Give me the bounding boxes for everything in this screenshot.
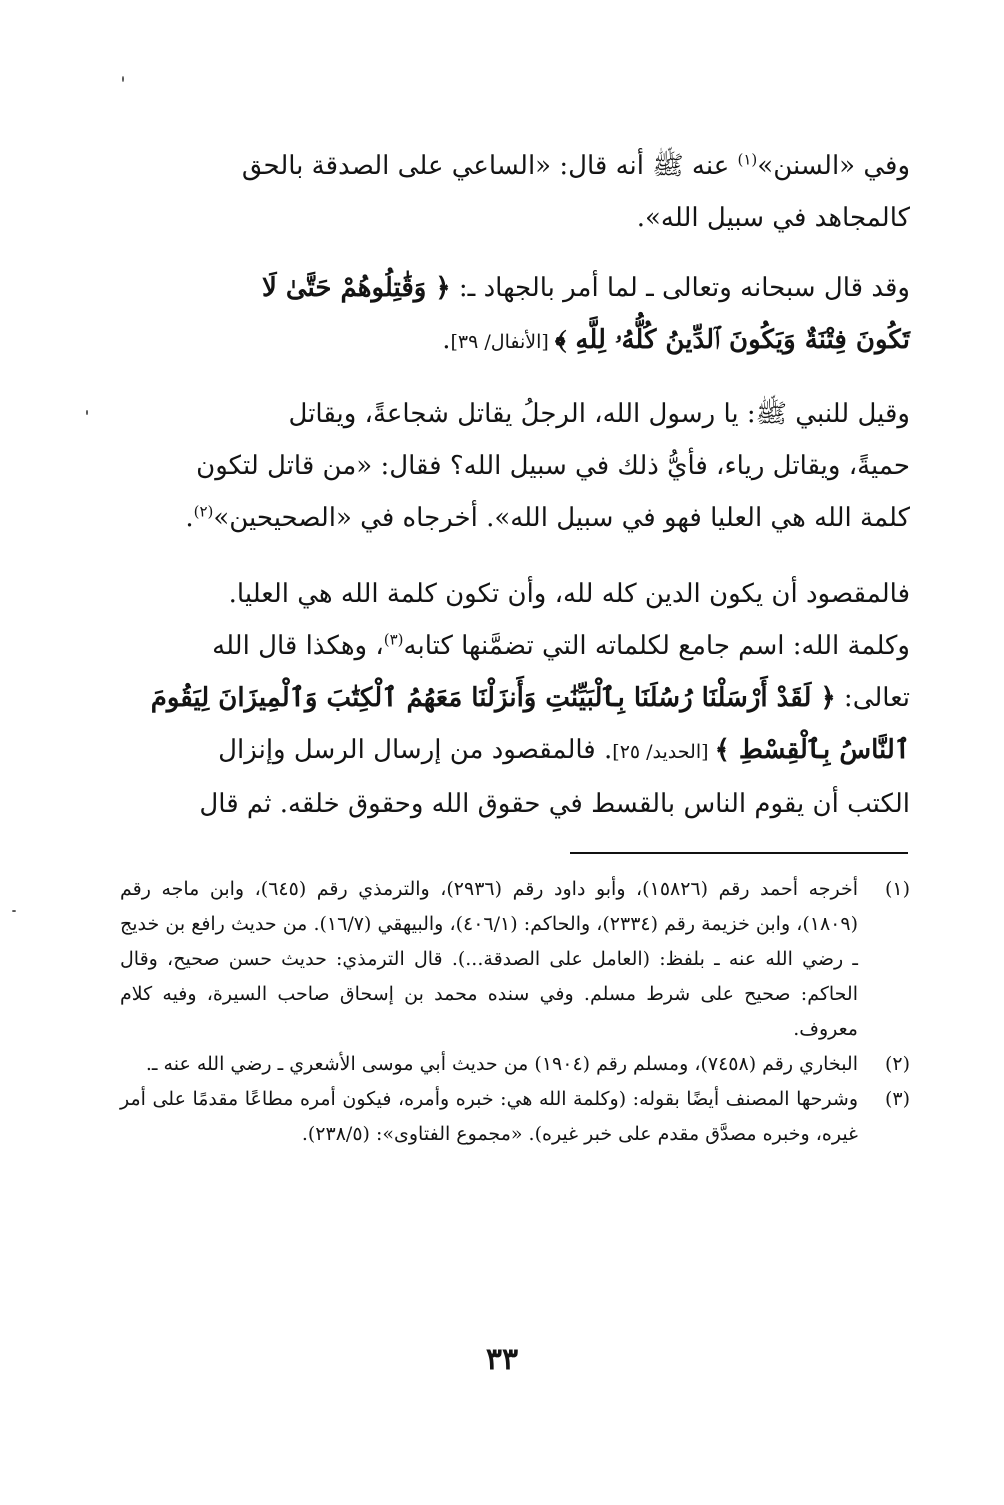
p4-line-5: الكتب أن يقوم الناس بالقسط في حقوق الله وحقوق خلقه. ثم قال xyxy=(199,789,910,819)
p4-text-b: ، وهكذا قال الله xyxy=(212,631,384,661)
scan-speck xyxy=(86,410,88,415)
p3-end: . xyxy=(185,503,194,533)
p1-text-b: عنه ﷺ أنه قال: «الساعي على الصدقة بالحق xyxy=(241,151,738,181)
p4-line-1: فالمقصود أن يكون الدين كله لله، وأن تكون كلمة الله هي العليا. xyxy=(228,579,910,609)
footnote-number: (٣) xyxy=(884,1088,910,1110)
quran-verse-anfal-part1: ﴿ وَقَٰتِلُوهُمْ حَتَّىٰ لَا xyxy=(261,273,451,303)
p2-end: . xyxy=(442,325,451,355)
footnote-text: أخرجه أحمد رقم (١٥٨٢٦)، وأبو داود رقم (٢٩٣٦)، والترمذي رقم (٦٤٥)، وابن ماجه رقم (١٨٠٩)، وابن خزيمة رقم (٢٣٣٤)، والحاكم: (٤٠٦/١)، والبيهقي (١٦/٧). من حديث رافع بن خديج ـ رضي الله عنه ـ بلفظ: (العامل على الصدقة...). قال الترمذي: حديث حسن صحيح، وقال الحاكم: صحيح على شرط مسلم. وفي سنده محمد بن إسحاق صاحب السيرة، وفيه كلام معروف. xyxy=(120,878,859,1040)
p1-line-1 xyxy=(120,140,910,192)
footnote-separator xyxy=(570,852,908,854)
footnote-ref-3[interactable]: (٣) xyxy=(383,630,404,649)
p3-text-a: كلمة الله هي العليا فهو في سبيل الله». أخرجاه في «الصحيحين» xyxy=(213,503,910,533)
p2-line-2 xyxy=(120,314,910,368)
footnotes-section xyxy=(120,872,910,1152)
p1-line-2: كالمجاهد في سبيل الله». xyxy=(636,203,910,233)
footnote-number: (٢) xyxy=(884,1053,910,1075)
footnote-ref-2[interactable]: (٢) xyxy=(193,502,214,521)
p3-line-2: حميةً، ويقاتل رياء، فأيُّ ذلك في سبيل الله؟ فقال: «من قاتل لتكون xyxy=(196,451,910,481)
paragraph-1 xyxy=(120,140,910,244)
p4-text-c: تعالى: xyxy=(835,683,910,713)
footnote-number: (١) xyxy=(884,878,910,900)
p1-text-a: وفي «السنن» xyxy=(757,151,910,181)
quran-verse-hadid-part1: ﴿ لَقَدْ أَرْسَلْنَا رُسُلَنَا بِٱلْبَيِّنَٰتِ وَأَنزَلْنَا مَعَهُمُ ٱلْكِتَٰبَ وَٱلْمِيزَانَ لِيَقُومَ xyxy=(150,683,836,713)
paragraph-3 xyxy=(120,388,910,544)
p2-text-a: وقد قال سبحانه وتعالى ـ لما أمر بالجهاد ـ: xyxy=(450,273,910,303)
scan-speck xyxy=(122,76,124,82)
verse-reference-hadid: [الحديد/ ٢٥] xyxy=(612,741,715,763)
footnote-2 xyxy=(120,1047,910,1082)
p4-line-2 xyxy=(120,620,910,672)
footnote-text: وشرحها المصنف أيضًا بقوله: (وكلمة الله هي: خبره وأمره، فيكون أمره مطاعًا مقدمًا على أمر غيره، وخبره مصدَّق مقدم على خبر غيره). «مجموع الفتاوى»: (٢٣٨/٥). xyxy=(120,1088,858,1145)
p4-text-a: وكلمة الله: اسم جامع لكلماته التي تضمَّنها كتابه xyxy=(403,631,910,661)
verse-reference-anfal: [الأنفال/ ٣٩] xyxy=(450,331,555,353)
footnote-1 xyxy=(120,872,910,1047)
footnote-text: البخاري رقم (٧٤٥٨)، ومسلم رقم (١٩٠٤) من حديث أبي موسى الأشعري ـ رضي الله عنه ـ. xyxy=(145,1053,858,1075)
p4-line-3 xyxy=(120,672,910,724)
scan-speck xyxy=(12,910,16,912)
footnote-3 xyxy=(120,1082,910,1152)
page-number: ٣٣ xyxy=(485,1342,519,1377)
quran-verse-anfal-part2: تَكُونَ فِتْنَةٌ وَيَكُونَ ٱلدِّينُ كُلُّهُۥ لِلَّهِ ﴾ xyxy=(554,325,910,355)
p4-text-d: . فالمقصود من إرسال الرسل وإنزال xyxy=(218,735,613,765)
p2-line-1 xyxy=(120,262,910,314)
paragraph-4 xyxy=(120,568,910,830)
p4-line-4 xyxy=(120,724,910,778)
p3-line-3 xyxy=(120,492,910,544)
footnote-ref-1[interactable]: (١) xyxy=(737,150,758,169)
quran-verse-hadid-part2: ٱلنَّاسُ بِٱلْقِسْطِ ﴾ xyxy=(714,735,910,765)
p3-line-1: وقيل للنبي ﷺ: يا رسول الله، الرجلُ يقاتل شجاعةً، ويقاتل xyxy=(288,399,910,429)
paragraph-2 xyxy=(120,262,910,368)
